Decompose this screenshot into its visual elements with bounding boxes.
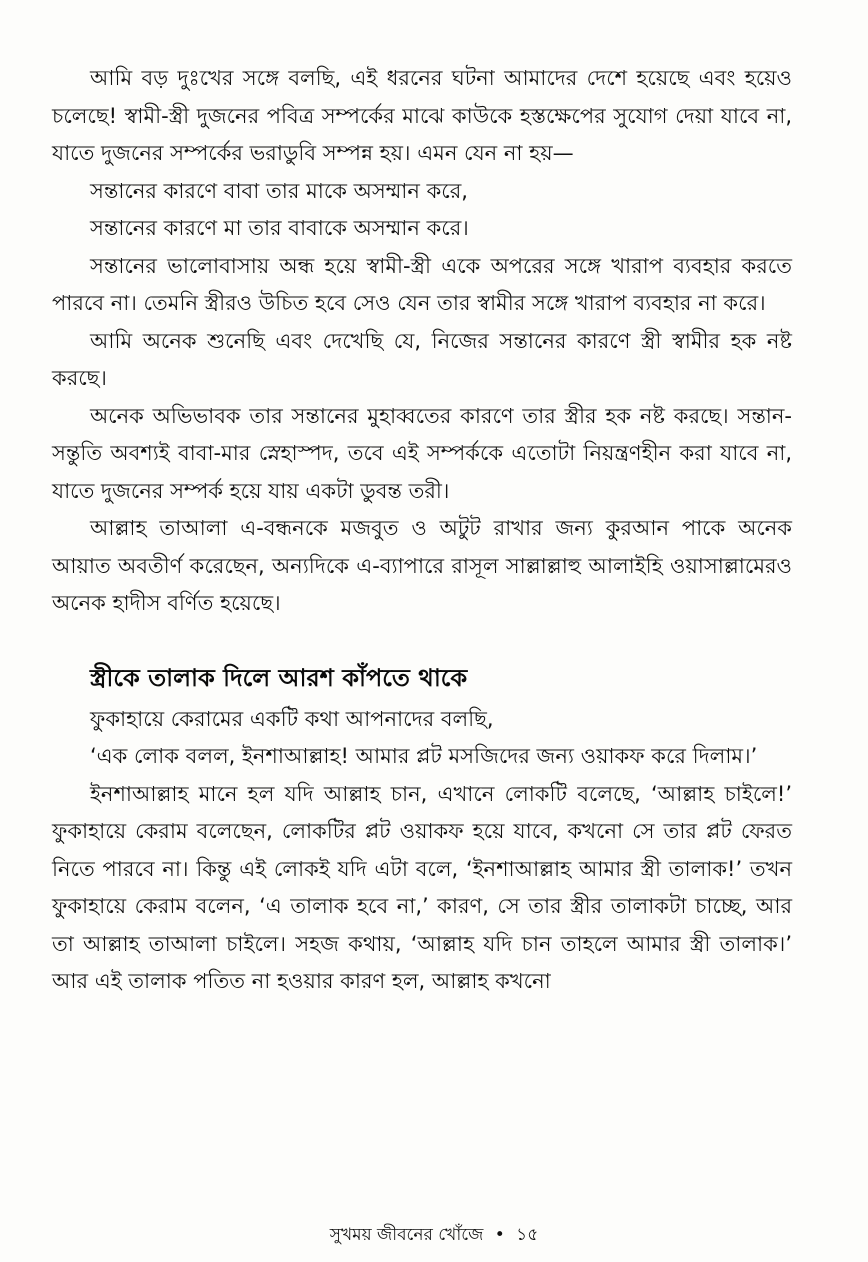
page-footer [0, 1222, 868, 1250]
list-line-1: সন্তানের কারণে বাবা তার মাকে অসম্মান করে, [90, 178, 468, 203]
paragraph-3: আমি অনেক শুনেছি এবং দেখেছি যে, নিজের সন্তানের কারণে স্ত্রী স্বামীর হক নষ্ট করছে। [52, 328, 792, 390]
paragraph-8: ইনশাআল্লাহ মানে হল যদি আল্লাহ চান, এখানে লোকটি বলেছে, ‘আল্লাহ চাইলে!’ ফুকাহায়ে কেরাম বলেছেন, লোকটির প্লট ওয়াকফ হয়ে যাবে, কখনো সে তার প্লট ফেরত নিতে পারবে না। কিন্তু এই লোকই যদি এটা বলে, ‘ইনশাআল্লাহ আমার স্ত্রী তালাক!’ তখন ফুকাহায়ে কেরাম বলেন, ‘এ তালাক হবে না,’ কারণ, সে তার স্ত্রীর তালাকটা চাচ্ছে, আর তা আল্লাহ তাআলা চাইলে। সহজ কথায়, ‘আল্লাহ যদি চান তাহলে আমার স্ত্রী তালাক।’ আর এই তালাক পতিত না হওয়ার কারণ হল, আল্লাহ কখনো [52, 781, 792, 993]
paragraph-5: আল্লাহ তাআলা এ-বন্ধনকে মজবুত ও অটুট রাখার জন্য কুরআন পাকে অনেক আয়াত অবতীর্ণ করেছেন, অন্যদিকে এ-ব্যাপারে রাসূল সাল্লাল্লাহু আলাইহি ওয়াসাল্লামেরও অনেক হাদীস বর্ণিত হয়েছে। [52, 516, 792, 615]
page-body [52, 60, 792, 1001]
list-line-2: সন্তানের কারণে মা তার বাবাকে অসম্মান করে। [90, 216, 469, 240]
footer-separator: • [494, 1225, 505, 1245]
section-heading: স্ত্রীকে তালাক দিলে আরশ কাঁপতে থাকে [90, 663, 468, 692]
footer-book-title: সুখময় জীবনের খোঁজে [329, 1225, 484, 1245]
paragraph-2: সন্তানের ভালোবাসায় অন্ধ হয়ে স্বামী-স্ত্রী একে অপরের সঙ্গে খারাপ ব্যবহার করতে পারবে না। তেমনি স্ত্রীরও উচিত হবে সেও যেন তার স্বামীর সঙ্গে খারাপ ব্যবহার না করে। [52, 253, 792, 315]
paragraph-1: আমি বড় দুঃখের সঙ্গে বলছি, এই ধরনের ঘটনা আমাদের দেশে হয়েছে এবং হয়েও চলেছে! স্বামী-স্ত্রী দুজনের পবিত্র সম্পর্কের মাঝে কাউকে হস্তক্ষেপের সুযোগ দেয়া যাবে না, যাতে দুজনের সম্পর্কের ভরাডুবি সম্পন্ন হয়। এমন যেন না হয়— [52, 66, 792, 165]
paragraph-4: অনেক অভিভাবক তার সন্তানের মুহাব্বতের কারণে তার স্ত্রীর হক নষ্ট করছে। সন্তান-সন্তুতি অবশ্যই বাবা-মার স্নেহাস্পদ, তবে এই সম্পর্ককে এতোটা নিয়ন্ত্রণহীন করা যাবে না, যাতে দুজনের সম্পর্ক হয়ে যায় একটা ডুবন্ত তরী। [52, 403, 792, 503]
paragraph-6: ফুকাহায়ে কেরামের একটি কথা আপনাদের বলছি, [90, 706, 494, 731]
page-number: ১৫ [516, 1225, 539, 1245]
paragraph-7: ‘এক লোক বলল, ইনশাআল্লাহ! আমার প্লট মসজিদের জন্য ওয়াকফ করে দিলাম।’ [90, 744, 758, 768]
